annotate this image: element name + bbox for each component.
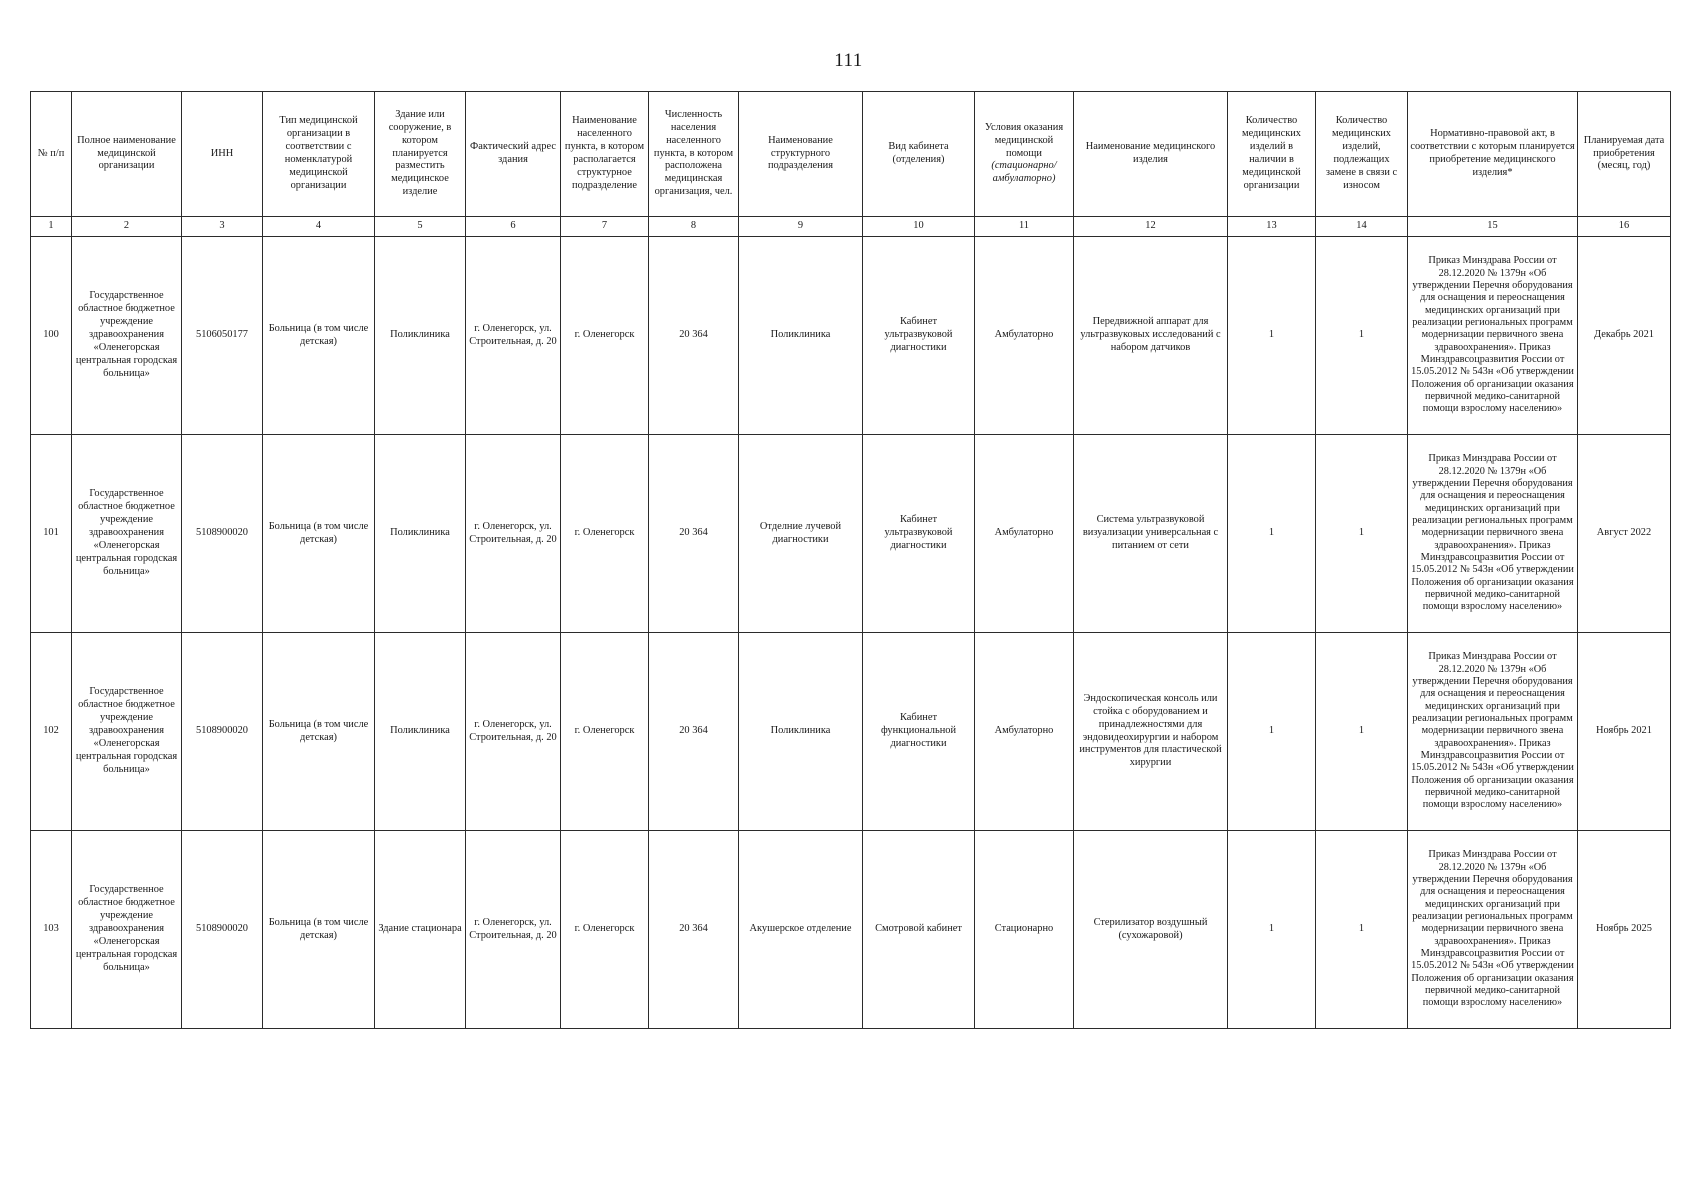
column-number: 3: [182, 217, 263, 237]
inn: 5108900020: [182, 633, 263, 831]
column-number: 2: [72, 217, 182, 237]
column-number: 14: [1316, 217, 1408, 237]
column-number: 5: [375, 217, 466, 237]
header-cell: Тип медицинской организации в соответствии с номенклатурой медицинской организации: [263, 92, 375, 217]
building: Поликлиника: [375, 633, 466, 831]
header-cell: Численность населения населенного пункта, в котором расположена медицинская организация, чел.: [649, 92, 739, 217]
purchase-date: Ноябрь 2025: [1578, 831, 1671, 1029]
header-cell: Фактический адрес здания: [466, 92, 561, 217]
locality: г. Оленегорск: [561, 435, 649, 633]
column-number: 11: [975, 217, 1074, 237]
building: Здание стационара: [375, 831, 466, 1029]
header-cell: [975, 92, 1074, 217]
legal-act: Приказ Минздрава России от 28.12.2020 № 1379н «Об утверждении Перечня оборудования для оснащения и переоснащения медицинских организаций при реализации региональных программ модернизации первичного звена здравоохранения». Приказ Минздравсоцразвития России от 15.05.2012 № 543н «Об утверждении Положения об организации оказания первичной медико-санитарной помощи взрослому населению»: [1408, 435, 1578, 633]
locality: г. Оленегорск: [561, 831, 649, 1029]
row-number: 101: [31, 435, 72, 633]
address: г. Оленегорск, ул. Строительная, д. 20: [466, 633, 561, 831]
cabinet-type: Кабинет ультразвуковой диагностики: [863, 237, 975, 435]
care-conditions: Амбулаторно: [975, 435, 1074, 633]
header-cell: № п/п: [31, 92, 72, 217]
header-cell: Наименование структурного подразделения: [739, 92, 863, 217]
organization-type: Больница (в том числе детская): [263, 831, 375, 1029]
care-conditions: Амбулаторно: [975, 237, 1074, 435]
legal-act: Приказ Минздрава России от 28.12.2020 № 1379н «Об утверждении Перечня оборудования для оснащения и переоснащения медицинских организаций при реализации региональных программ модернизации первичного звена здравоохранения». Приказ Минздравсоцразвития России от 15.05.2012 № 543н «Об утверждении Положения об организации оказания первичной медико-санитарной помощи взрослому населению»: [1408, 237, 1578, 435]
cabinet-type: Смотровой кабинет: [863, 831, 975, 1029]
table-row: [31, 633, 1671, 831]
device-name: Система ультразвуковой визуализации универсальная с питанием от сети: [1074, 435, 1228, 633]
column-number: 10: [863, 217, 975, 237]
address: г. Оленегорск, ул. Строительная, д. 20: [466, 237, 561, 435]
column-number: 12: [1074, 217, 1228, 237]
structural-unit: Поликлиника: [739, 633, 863, 831]
organization-name: Государственное областное бюджетное учреждение здравоохранения «Оленегорская центральная городская больница»: [72, 831, 182, 1029]
structural-unit: Акушерское отделение: [739, 831, 863, 1029]
column-number-row: [31, 217, 1671, 237]
qty-replace: 1: [1316, 633, 1408, 831]
table-row: [31, 237, 1671, 435]
structural-unit: Отделние лучевой диагностики: [739, 435, 863, 633]
cabinet-type: Кабинет функциональной диагностики: [863, 633, 975, 831]
inn: 5106050177: [182, 237, 263, 435]
purchase-date: Август 2022: [1578, 435, 1671, 633]
address: г. Оленегорск, ул. Строительная, д. 20: [466, 831, 561, 1029]
equipment-table: [30, 91, 1671, 1029]
qty-available: 1: [1228, 633, 1316, 831]
legal-act: Приказ Минздрава России от 28.12.2020 № 1379н «Об утверждении Перечня оборудования для оснащения и переоснащения медицинских организаций при реализации региональных программ модернизации первичного звена здравоохранения». Приказ Минздравсоцразвития России от 15.05.2012 № 543н «Об утверждении Положения об организации оказания первичной медико-санитарной помощи взрослому населению»: [1408, 633, 1578, 831]
column-number: 8: [649, 217, 739, 237]
table-row: [31, 435, 1671, 633]
header-cell: Количество медицинских изделий в наличии в медицинской организации: [1228, 92, 1316, 217]
column-number: 13: [1228, 217, 1316, 237]
care-conditions: Амбулаторно: [975, 633, 1074, 831]
column-number: 15: [1408, 217, 1578, 237]
organization-name: Государственное областное бюджетное учреждение здравоохранения «Оленегорская центральная городская больница»: [72, 237, 182, 435]
row-number: 103: [31, 831, 72, 1029]
organization-type: Больница (в том числе детская): [263, 237, 375, 435]
column-number: 1: [31, 217, 72, 237]
device-name: Эндоскопическая консоль или стойка с оборудованием и принадлежностями для эндовидеохирургии и набором инструментов для пластической хирургии: [1074, 633, 1228, 831]
inn: 5108900020: [182, 435, 263, 633]
qty-replace: 1: [1316, 831, 1408, 1029]
purchase-date: Ноябрь 2021: [1578, 633, 1671, 831]
structural-unit: Поликлиника: [739, 237, 863, 435]
qty-available: 1: [1228, 435, 1316, 633]
header-cell: ИНН: [182, 92, 263, 217]
locality: г. Оленегорск: [561, 633, 649, 831]
column-number: 9: [739, 217, 863, 237]
organization-name: Государственное областное бюджетное учреждение здравоохранения «Оленегорская центральная городская больница»: [72, 435, 182, 633]
legal-act: Приказ Минздрава России от 28.12.2020 № 1379н «Об утверждении Перечня оборудования для оснащения и переоснащения медицинских организаций при реализации региональных программ модернизации первичного звена здравоохранения». Приказ Минздравсоцразвития России от 15.05.2012 № 543н «Об утверждении Положения об организации оказания первичной медико-санитарной помощи взрослому населению»: [1408, 831, 1578, 1029]
header-cell: Полное наименование медицинской организации: [72, 92, 182, 217]
header-cell: Нормативно-правовой акт, в соответствии с которым планируется приобретение медицинского изделия*: [1408, 92, 1578, 217]
population: 20 364: [649, 831, 739, 1029]
organization-type: Больница (в том числе детская): [263, 633, 375, 831]
qty-replace: 1: [1316, 237, 1408, 435]
page-number: 111: [834, 50, 863, 71]
header-cell: Количество медицинских изделий, подлежащих замене в связи с износом: [1316, 92, 1408, 217]
cabinet-type: Кабинет ультразвуковой диагностики: [863, 435, 975, 633]
header-cell: Планируемая дата приобретения (месяц, год): [1578, 92, 1671, 217]
population: 20 364: [649, 237, 739, 435]
address: г. Оленегорск, ул. Строительная, д. 20: [466, 435, 561, 633]
table-row: [31, 831, 1671, 1029]
qty-available: 1: [1228, 237, 1316, 435]
header-cell: Наименование медицинского изделия: [1074, 92, 1228, 217]
column-number: 16: [1578, 217, 1671, 237]
qty-replace: 1: [1316, 435, 1408, 633]
header-conditions-label: Условия оказания медицинской помощи: [984, 121, 1064, 159]
building: Поликлиника: [375, 435, 466, 633]
header-cell: Наименование населенного пункта, в котором располагается структурное подразделение: [561, 92, 649, 217]
building: Поликлиника: [375, 237, 466, 435]
population: 20 364: [649, 633, 739, 831]
inn: 5108900020: [182, 831, 263, 1029]
locality: г. Оленегорск: [561, 237, 649, 435]
row-number: 102: [31, 633, 72, 831]
purchase-date: Декабрь 2021: [1578, 237, 1671, 435]
organization-type: Больница (в том числе детская): [263, 435, 375, 633]
header-row: [31, 92, 1671, 217]
column-number: 7: [561, 217, 649, 237]
organization-name: Государственное областное бюджетное учреждение здравоохранения «Оленегорская центральная городская больница»: [72, 633, 182, 831]
population: 20 364: [649, 435, 739, 633]
column-number: 4: [263, 217, 375, 237]
device-name: Передвижной аппарат для ультразвуковых исследований с набором датчиков: [1074, 237, 1228, 435]
row-number: 100: [31, 237, 72, 435]
qty-available: 1: [1228, 831, 1316, 1029]
column-number: 6: [466, 217, 561, 237]
care-conditions: Стационарно: [975, 831, 1074, 1029]
header-cell: Вид кабинета (отделения): [863, 92, 975, 217]
header-conditions-italic: (стационарно/ амбулаторно): [991, 160, 1057, 185]
header-cell: Здание или сооружение, в котором планируется разместить медицинское изделие: [375, 92, 466, 217]
device-name: Стерилизатор воздушный (сухожаровой): [1074, 831, 1228, 1029]
